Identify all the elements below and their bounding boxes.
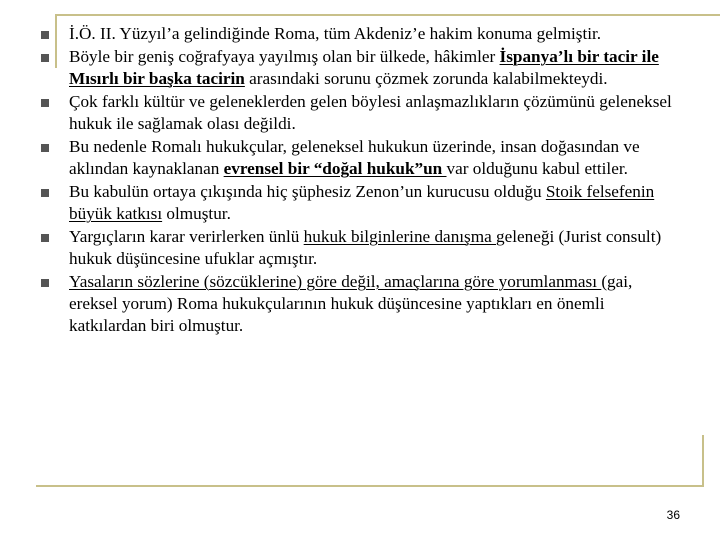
- bullet-item: [40, 46, 680, 90]
- square-bullet-icon: [41, 54, 49, 62]
- underlined-phrase: evrensel bir “doğal hukuk”un: [223, 159, 447, 178]
- underlined-phrase: Stoik felsefenin büyük katkısı: [69, 181, 655, 223]
- bullet-item: [40, 23, 680, 45]
- square-bullet-icon: [41, 99, 49, 107]
- bullet-text: arasındaki sorunu çözmek zorunda kalabilmekteydi.: [244, 69, 608, 88]
- bullet-text: Böyle bir geniş coğrafyaya yayılmış olan bir ülkede, hâkimler: [69, 46, 500, 66]
- underlined-phrase: hukuk bilginlerine danışma: [303, 226, 497, 246]
- bottom-rule: [36, 485, 704, 487]
- bullet-text: (gai, ereksel yorum) Roma hukukçularının hukuk düşüncesine yaptıkları en önemli katkılardan biri olmuştur.: [69, 271, 633, 336]
- page-number: 36: [666, 508, 680, 522]
- bullet-text: Bu kabulün ortaya çıkışında hiç şüphesiz Zenon’un kurucusu olduğu: [69, 181, 546, 201]
- bullet-text: İ.Ö. II. Yüzyıl’a gelindiğinde Roma, tüm Akdeniz’e hakim konuma gelmiştir.: [69, 24, 602, 43]
- square-bullet-icon: [41, 189, 49, 197]
- bullet-text: Çok farklı kültür ve geleneklerden gelen böylesi anlaşmazlıkların çözümünü geleneksel hukuk ile sağlamak olası değildi.: [69, 91, 672, 133]
- top-rule: [55, 14, 720, 16]
- square-bullet-icon: [41, 31, 49, 39]
- square-bullet-icon: [41, 144, 49, 152]
- bullet-list: [40, 23, 680, 338]
- bullet-text: Yargıçların karar verirlerken ünlü: [69, 226, 304, 246]
- bullet-item: [40, 91, 680, 135]
- bullet-text: olmuştur.: [162, 204, 231, 223]
- bullet-item: [40, 136, 680, 180]
- bullet-item: [40, 271, 680, 338]
- bullet-text: geleneği (Jurist consult) hukuk düşüncesine ufuklar açmıştır.: [69, 226, 662, 268]
- bullet-item: [40, 181, 680, 225]
- underlined-phrase: Yasaların sözlerine (sözcüklerine) göre değil, amaçlarına göre yorumlanması: [69, 271, 602, 291]
- square-bullet-icon: [41, 279, 49, 287]
- bullet-item: [40, 226, 680, 270]
- bullet-text: Bu nedenle Romalı hukukçular, geleneksel hukukun üzerinde, insan doğasından ve aklından kaynaklanan: [69, 136, 640, 178]
- bullet-text: var olduğunu kabul ettiler.: [446, 159, 628, 178]
- underlined-phrase: İspanya’lı bir tacir ile Mısırlı bir başka tacirin: [69, 46, 659, 88]
- right-rule: [702, 435, 704, 487]
- square-bullet-icon: [41, 234, 49, 242]
